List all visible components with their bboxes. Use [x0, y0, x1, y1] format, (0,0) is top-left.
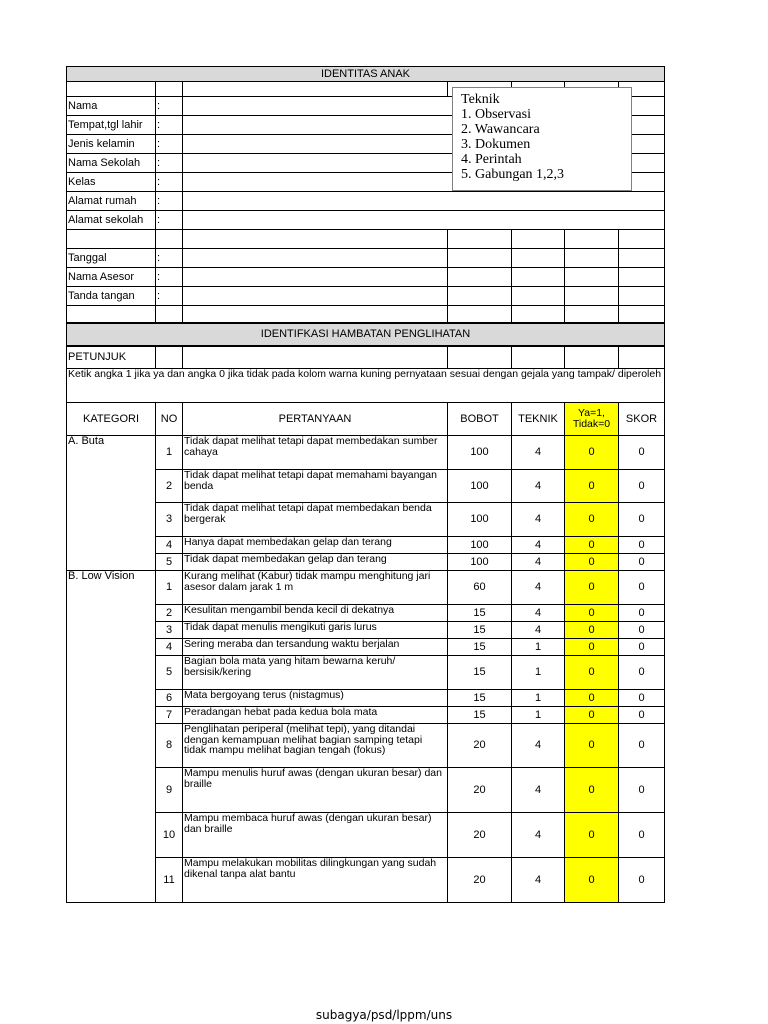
row-teknik[interactable]: 4 — [512, 605, 565, 622]
empty-cell — [156, 346, 183, 369]
asesor-sep: : — [156, 287, 183, 306]
empty-cell — [67, 306, 156, 323]
row-question: Penglihatan periperal (melihat tepi), yang ditandai dengan kemampuan melihat bagian samping tetapi tidak mampu melihat bagian tengah (fokus) — [183, 724, 448, 768]
row-no: 11 — [156, 858, 183, 903]
empty-cell — [565, 306, 619, 323]
empty-cell — [156, 306, 183, 323]
spacer-row — [67, 230, 665, 249]
row-bobot: 20 — [448, 768, 512, 813]
table-row — [67, 503, 665, 537]
spacer-row — [67, 306, 665, 323]
row-ya-tidak-input[interactable]: 0 — [565, 768, 619, 813]
row-question: Mampu membaca huruf awas (dengan ukuran besar) dan braille — [183, 813, 448, 858]
empty-cell — [156, 230, 183, 249]
row-question: Tidak dapat membedakan gelap dan terang — [183, 554, 448, 571]
row-ya-tidak-input[interactable]: 0 — [565, 690, 619, 707]
empty-cell — [448, 306, 512, 323]
row-question: Kurang melihat (Kabur) tidak mampu menghitung jari asesor dalam jarak 1 m — [183, 571, 448, 605]
row-question: Mampu menulis huruf awas (dengan ukuran besar) dan braille — [183, 768, 448, 813]
identifikasi-title-row — [67, 323, 665, 346]
row-bobot: 15 — [448, 690, 512, 707]
identity-sep: : — [156, 135, 183, 154]
row-ya-tidak-input[interactable]: 0 — [565, 470, 619, 503]
row-teknik[interactable]: 1 — [512, 639, 565, 656]
row-teknik[interactable]: 4 — [512, 537, 565, 554]
empty-cell — [619, 230, 665, 249]
identity-label: Nama — [67, 97, 156, 116]
empty-cell — [183, 346, 448, 369]
identity-label: Tempat,tgl lahir — [67, 116, 156, 135]
empty-cell — [512, 346, 565, 369]
row-ya-tidak-input[interactable]: 0 — [565, 554, 619, 571]
footer-credit: subagya/psd/lppm/uns — [315, 1008, 453, 1022]
asesor-label: Tanggal — [67, 249, 156, 268]
row-question: Tidak dapat melihat tetapi dapat membedakan sumber cahaya — [183, 436, 448, 470]
empty-cell — [565, 230, 619, 249]
identity-sep: : — [156, 173, 183, 192]
row-ya-tidak-input[interactable]: 0 — [565, 503, 619, 537]
petunjuk-text-row — [67, 369, 665, 403]
row-no: 2 — [156, 470, 183, 503]
row-bobot: 15 — [448, 622, 512, 639]
table-row — [67, 554, 665, 571]
table-row — [67, 813, 665, 858]
identity-sep: : — [156, 211, 183, 230]
table-row — [67, 656, 665, 690]
asesor-label: Nama Asesor — [67, 268, 156, 287]
empty-cell — [183, 306, 448, 323]
row-no: 9 — [156, 768, 183, 813]
row-skor: 0 — [619, 656, 665, 690]
empty-cell — [565, 287, 619, 306]
table-row — [67, 639, 665, 656]
column-header-ya-tidak: Ya=1, Tidak=0 — [565, 403, 619, 436]
teknik-item: 5. Gabungan 1,2,3 — [461, 167, 565, 182]
row-bobot: 15 — [448, 707, 512, 724]
row-skor: 0 — [619, 768, 665, 813]
row-question: Peradangan hebat pada kedua bola mata — [183, 707, 448, 724]
teknik-legend-box — [452, 87, 632, 191]
row-ya-tidak-input[interactable]: 0 — [565, 436, 619, 470]
empty-cell — [619, 268, 665, 287]
column-header-bobot: BOBOT — [448, 403, 512, 436]
identity-value-field[interactable] — [183, 192, 665, 211]
assessment-sheet — [66, 66, 665, 903]
asesor-value-field[interactable] — [183, 249, 448, 268]
table-row — [67, 768, 665, 813]
row-bobot: 60 — [448, 571, 512, 605]
identity-sep: : — [156, 97, 183, 116]
table-row — [67, 690, 665, 707]
row-bobot: 100 — [448, 503, 512, 537]
empty-cell — [67, 230, 156, 249]
row-skor: 0 — [619, 554, 665, 571]
row-no: 1 — [156, 436, 183, 470]
empty-cell — [448, 346, 512, 369]
empty-cell — [512, 306, 565, 323]
teknik-item: 4. Perintah — [461, 152, 522, 167]
row-bobot: 15 — [448, 605, 512, 622]
row-question: Kesulitan mengambil benda kecil di dekatnya — [183, 605, 448, 622]
row-teknik[interactable]: 1 — [512, 707, 565, 724]
row-question: Hanya dapat membedakan gelap dan terang — [183, 537, 448, 554]
column-header-teknik: TEKNIK — [512, 403, 565, 436]
row-bobot: 20 — [448, 858, 512, 903]
row-skor: 0 — [619, 639, 665, 656]
empty-cell — [448, 287, 512, 306]
asesor-sep: : — [156, 249, 183, 268]
table-row — [67, 571, 665, 605]
table-row — [67, 537, 665, 554]
teknik-item: 1. Observasi — [461, 107, 531, 122]
empty-cell — [448, 268, 512, 287]
identity-label: Nama Sekolah — [67, 154, 156, 173]
empty-cell — [448, 249, 512, 268]
table-row — [67, 707, 665, 724]
row-ya-tidak-input[interactable]: 0 — [565, 571, 619, 605]
row-question: Tidak dapat melihat tetapi dapat memahami bayangan benda — [183, 470, 448, 503]
row-skor: 0 — [619, 813, 665, 858]
row-skor: 0 — [619, 707, 665, 724]
table-row — [67, 605, 665, 622]
teknik-item: 2. Wawancara — [461, 122, 540, 137]
row-skor: 0 — [619, 436, 665, 470]
row-ya-tidak-input[interactable]: 0 — [565, 724, 619, 768]
row-skor: 0 — [619, 690, 665, 707]
row-question: Mata bergoyang terus (nistagmus) — [183, 690, 448, 707]
empty-cell — [512, 249, 565, 268]
row-no: 5 — [156, 554, 183, 571]
row-ya-tidak-input[interactable]: 0 — [565, 858, 619, 903]
identity-label: Alamat sekolah — [67, 211, 156, 230]
row-ya-tidak-input[interactable]: 0 — [565, 622, 619, 639]
identity-sep: : — [156, 154, 183, 173]
column-header-no: NO — [156, 403, 183, 436]
row-teknik[interactable]: 4 — [512, 622, 565, 639]
identifikasi-title: IDENTIFKASI HAMBATAN PENGLIHATAN — [67, 323, 665, 346]
asesor-row — [67, 268, 665, 287]
teknik-title: Teknik — [461, 92, 500, 107]
identity-row — [67, 192, 665, 211]
empty-cell — [512, 287, 565, 306]
identity-label: Jenis kelamin — [67, 135, 156, 154]
row-ya-tidak-input[interactable]: 0 — [565, 656, 619, 690]
column-header-row — [67, 403, 665, 436]
row-no: 3 — [156, 503, 183, 537]
row-teknik[interactable]: 4 — [512, 503, 565, 537]
column-header-kategori: KATEGORI — [67, 403, 156, 436]
row-ya-tidak-input[interactable]: 0 — [565, 639, 619, 656]
row-bobot: 20 — [448, 813, 512, 858]
table-row — [67, 470, 665, 503]
empty-cell — [512, 268, 565, 287]
row-no: 6 — [156, 690, 183, 707]
identitas-title: IDENTITAS ANAK — [67, 67, 665, 82]
row-no: 4 — [156, 537, 183, 554]
row-skor: 0 — [619, 622, 665, 639]
row-no: 10 — [156, 813, 183, 858]
row-ya-tidak-input[interactable]: 0 — [565, 707, 619, 724]
row-question: Bagian bola mata yang hitam bewarna keruh/ bersisik/kering — [183, 656, 448, 690]
row-bobot: 15 — [448, 639, 512, 656]
row-teknik[interactable]: 1 — [512, 656, 565, 690]
petunjuk-label: PETUNJUK — [67, 346, 156, 369]
category-label: B. Low Vision — [67, 571, 156, 903]
identity-label: Alamat rumah — [67, 192, 156, 211]
row-teknik[interactable]: 4 — [512, 571, 565, 605]
row-skor: 0 — [619, 537, 665, 554]
row-teknik[interactable]: 4 — [512, 724, 565, 768]
empty-cell — [448, 230, 512, 249]
identity-label: Kelas — [67, 173, 156, 192]
row-teknik[interactable]: 4 — [512, 768, 565, 813]
category-label: A. Buta — [67, 436, 156, 571]
assessment-table — [66, 66, 665, 903]
row-ya-tidak-input[interactable]: 0 — [565, 605, 619, 622]
row-ya-tidak-input[interactable]: 0 — [565, 813, 619, 858]
empty-cell — [565, 249, 619, 268]
row-teknik[interactable]: 1 — [512, 690, 565, 707]
row-bobot: 100 — [448, 470, 512, 503]
identity-sep: : — [156, 116, 183, 135]
row-teknik[interactable]: 4 — [512, 554, 565, 571]
row-question: Tidak dapat melihat tetapi dapat membedakan benda bergerak — [183, 503, 448, 537]
column-header-skor: SKOR — [619, 403, 665, 436]
identity-row — [67, 211, 665, 230]
petunjuk-text: Ketik angka 1 jika ya dan angka 0 jika tidak pada kolom warna kuning pernyataan sesuai dengan gejala yang tampak/ diperoleh — [67, 369, 665, 403]
row-teknik[interactable]: 4 — [512, 436, 565, 470]
petunjuk-row — [67, 346, 665, 369]
table-row — [67, 436, 665, 470]
row-question: Tidak dapat menulis mengikuti garis lurus — [183, 622, 448, 639]
row-skor: 0 — [619, 503, 665, 537]
row-bobot: 100 — [448, 554, 512, 571]
teknik-item: 3. Dokumen — [461, 137, 531, 152]
row-bobot: 20 — [448, 724, 512, 768]
empty-cell — [619, 249, 665, 268]
row-no: 8 — [156, 724, 183, 768]
row-bobot: 100 — [448, 537, 512, 554]
identity-value-field[interactable] — [183, 211, 665, 230]
row-no: 5 — [156, 656, 183, 690]
row-skor: 0 — [619, 605, 665, 622]
row-no: 7 — [156, 707, 183, 724]
row-no: 4 — [156, 639, 183, 656]
row-teknik[interactable]: 4 — [512, 470, 565, 503]
table-row — [67, 622, 665, 639]
row-ya-tidak-input[interactable]: 0 — [565, 537, 619, 554]
asesor-value-field[interactable] — [183, 287, 448, 306]
empty-cell — [619, 287, 665, 306]
asesor-row — [67, 249, 665, 268]
row-no: 2 — [156, 605, 183, 622]
empty-cell — [565, 268, 619, 287]
table-row — [67, 724, 665, 768]
row-no: 3 — [156, 622, 183, 639]
empty-cell — [183, 230, 448, 249]
row-no: 1 — [156, 571, 183, 605]
empty-cell — [565, 346, 619, 369]
row-bobot: 100 — [448, 436, 512, 470]
row-skor: 0 — [619, 724, 665, 768]
empty-cell — [512, 230, 565, 249]
table-row — [67, 858, 665, 903]
row-skor: 0 — [619, 470, 665, 503]
row-skor: 0 — [619, 571, 665, 605]
row-question: Mampu melakukan mobilitas dilingkungan yang sudah dikenal tanpa alat bantu — [183, 858, 448, 903]
row-teknik[interactable]: 4 — [512, 813, 565, 858]
asesor-value-field[interactable] — [183, 268, 448, 287]
empty-cell — [619, 306, 665, 323]
empty-cell — [619, 346, 665, 369]
identity-sep: : — [156, 192, 183, 211]
row-question: Sering meraba dan tersandung waktu berjalan — [183, 639, 448, 656]
asesor-row — [67, 287, 665, 306]
row-teknik[interactable]: 4 — [512, 858, 565, 903]
asesor-label: Tanda tangan — [67, 287, 156, 306]
row-bobot: 15 — [448, 656, 512, 690]
column-header-pertanyaan: PERTANYAAN — [183, 403, 448, 436]
row-skor: 0 — [619, 858, 665, 903]
asesor-sep: : — [156, 268, 183, 287]
